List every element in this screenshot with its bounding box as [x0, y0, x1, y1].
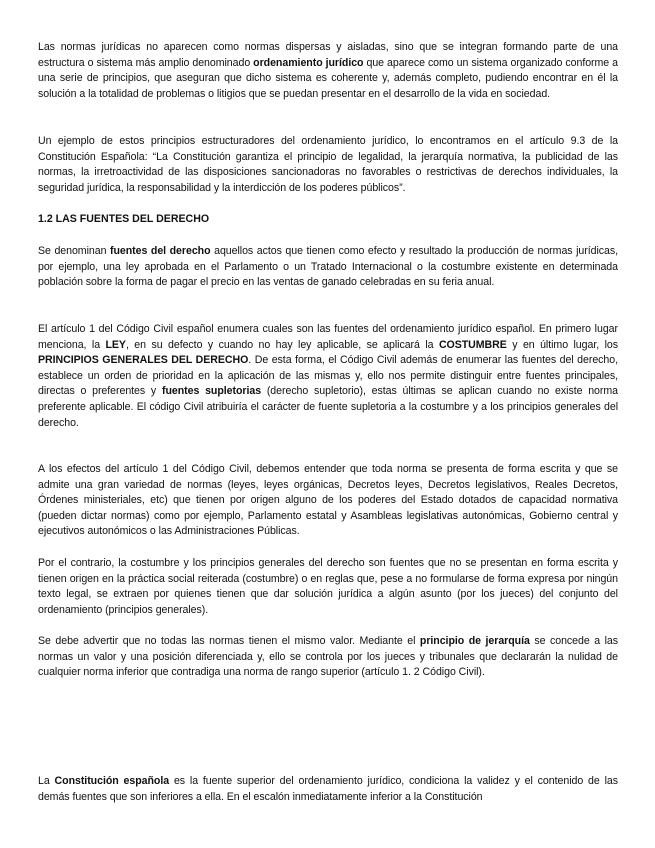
bold-term: ordenamiento jurídico — [253, 56, 364, 69]
paragraph-jerarquia — [38, 634, 618, 681]
text: . De esta forma, el Código Civil además de enumerar las fuentes del derecho, establece un orden de prioridad en la aplicación de las mismas y, ello nos permite distinguir entre fuentes principales, directas o preferentes y — [38, 354, 618, 398]
paragraph-ordenamiento — [38, 40, 618, 102]
paragraph-principios — [38, 134, 618, 196]
paragraph-costumbre — [38, 556, 618, 618]
text: El artículo 1 del Código Civil español enumera cuales son las fuentes del ordenamiento jurídico español. En primero lugar menciona, la — [38, 323, 618, 351]
text: es la fuente superior del ordenamiento jurídico, condiciona la validez y el contenido de las demás fuentes que son inferiores a ella. En el escalón inmediatamente inferior a la Constitución — [38, 775, 618, 803]
bold-term: PRINCIPIOS GENERALES DEL DERECHO — [38, 354, 249, 367]
paragraph-normas-escritas — [38, 462, 618, 540]
text: (derecho supletorio), estas últimas se aplican cuando no existe norma preferente aplicable. El código Civil atribuiría el carácter de fuente supletoria a la costumbre y a los principios generales del derecho. — [38, 385, 618, 429]
text: Un ejemplo de estos principios estructuradores del ordenamiento jurídico, lo encontramos en el artículo 9.3 de la Constitución Española: “La Constitución garantiza el principio de legalidad, la jerarquía normativa, la publicidad de las normas, la irretroactividad de las disposiciones sancionadoras no favorables o restrictivas de derechos individuales, la seguridad jurídica, la responsabilidad y la interdicción de los poderes públicos”. — [38, 135, 618, 194]
text: La — [38, 775, 55, 787]
text: se concede a las normas un valor y una posición diferenciada y, ello se controla por los jueces y tribunales que declararán la nulidad de cualquier norma inferior que contradiga una norma de rango superior (artículo 1. 2 Código Civil). — [38, 635, 618, 679]
paragraph-fuentes — [38, 244, 618, 291]
text: aquellos actos que tienen como efecto y resultado la producción de normas jurídicas, por ejemplo, una ley aprobada en el Parlamento o un Tratado Internacional o la costumbre existente en determinada población sobre la forma de pagar el precio en las ventas de ganado celebradas en su feria anual. — [38, 245, 618, 289]
text: Las normas jurídicas no aparecen como normas dispersas y aisladas, sino que se integran formando parte de una estructura o sistema más amplio denominado — [38, 41, 618, 69]
text: A los efectos del artículo 1 del Código Civil, debemos entender que toda norma se presenta de forma escrita y que se admite una gran variedad de normas (leyes, leyes orgánicas, Decretos leyes, Decretos legislativos, Reales Decretos, Órdenes ministeriales, etc) que tienen por origen alguno de los poderes del Estado dotados de capacidad normativa (pueden dictar normas) como por ejemplo, Parlamento estatal y Asambleas legislativas autonómicas, Gobierno central y ejecutivos autonómicos o las Administraciones Públicas. — [38, 463, 618, 538]
bold-term: fuentes del derecho — [110, 245, 211, 257]
bold-term: fuentes supletorias — [161, 385, 262, 398]
text: Se debe advertir que no todas las normas tienen el mismo valor. Mediante el — [38, 635, 420, 647]
text: , en su defecto y cuando no hay ley aplicable, se aplicará la — [125, 338, 439, 351]
text: Se denominan — [38, 245, 110, 257]
bold-term: principio de jerarquía — [419, 635, 530, 647]
text: que aparece como un sistema organizado conforme a una serie de principios, que aseguran que dicho sistema es coherente y, además completo, pudiendo encontrar en él la solución a la totalidad de problemas o litigios que se puedan presentar en el desarrollo de la vida en sociedad. — [38, 56, 618, 100]
paragraph-constitucion — [38, 774, 618, 805]
text: y en último lugar, los — [506, 338, 618, 351]
text: Por el contrario, la costumbre y los principios generales del derecho son fuentes que no se presentan en forma escrita y tienen origen en la práctica social reiterada (costumbre) o en reglas que, pese a no formularse de forma expresa por ningún texto legal, se extraen por quienes tienen que dar solución jurídica a algún asunto (por los jueces) del conjunto del ordenamiento (principios generales). — [38, 557, 618, 616]
section-heading: 1.2 LAS FUENTES DEL DERECHO — [38, 213, 210, 225]
bold-term: COSTUMBRE — [438, 338, 507, 351]
paragraph-articulo-1 — [38, 322, 618, 431]
bold-term: Constitución española — [54, 775, 170, 787]
bold-term: LEY — [105, 338, 126, 351]
